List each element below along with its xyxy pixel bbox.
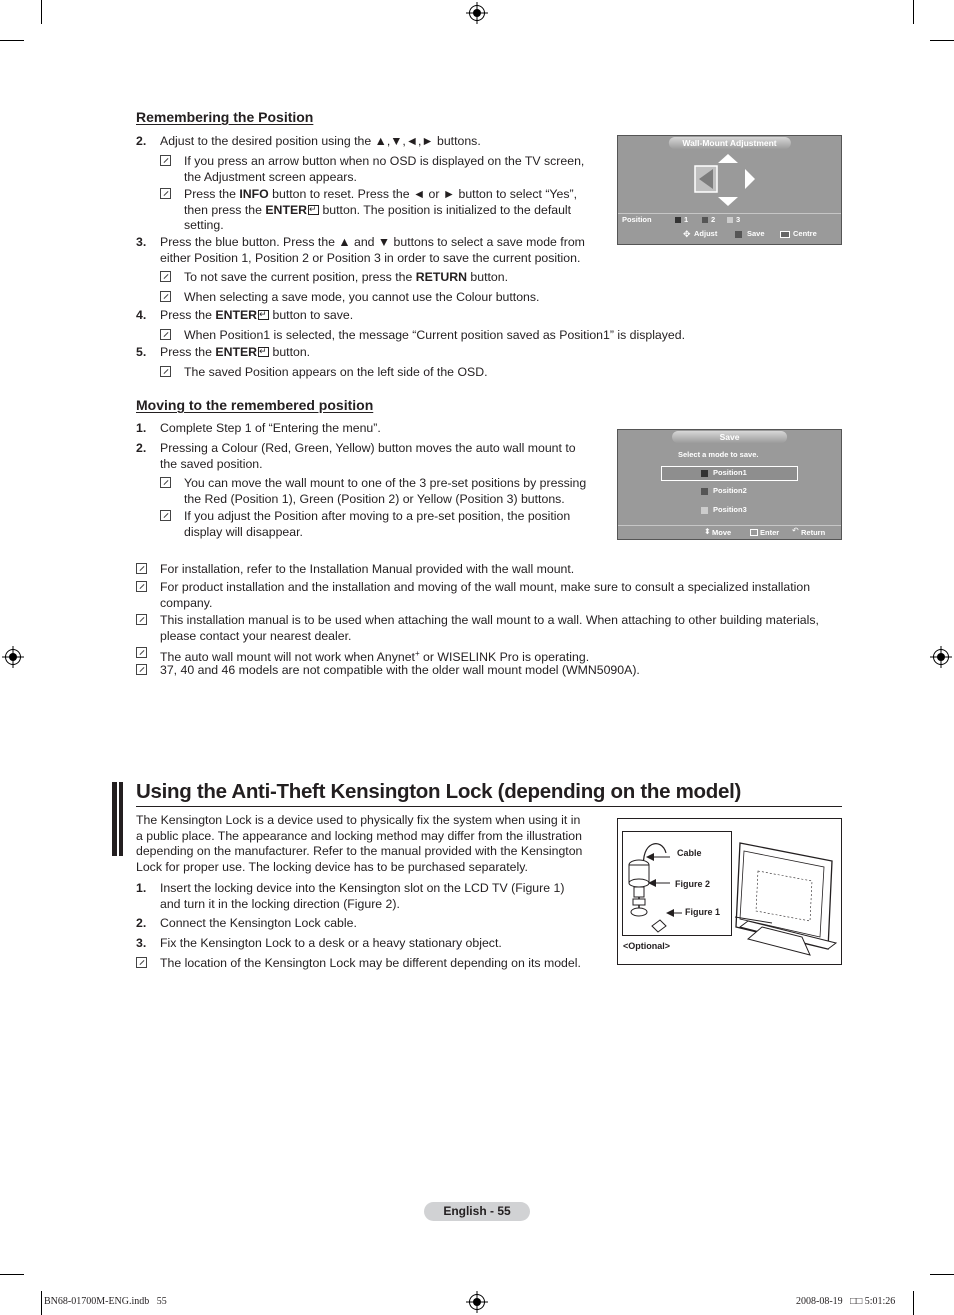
label-figure-1: Figure 1	[685, 907, 721, 917]
note: If you adjust the Position after moving to a pre-set position, the position display will disappear.	[160, 509, 588, 541]
note-icon	[160, 366, 171, 377]
return-icon: ↶	[792, 526, 799, 535]
label-cable: Cable	[677, 848, 702, 858]
section-heading: Remembering the Position	[136, 109, 314, 125]
note-icon	[160, 477, 171, 488]
note-icon	[136, 957, 147, 968]
note: Press the INFO button to reset. Press the ◄ or ► button to select “Yes”, then press the ENTER↵ button. The position is initialized to the default setting.	[160, 187, 590, 235]
blue-button-icon	[735, 231, 742, 238]
note: The saved Position appears on the left side of the OSD.	[160, 365, 600, 381]
position-2-marker	[702, 217, 708, 223]
note-icon	[136, 563, 147, 574]
note: To not save the current position, press the RETURN button.	[160, 270, 600, 286]
step-4: 4. Press the ENTER↵ button to save.	[136, 308, 596, 324]
note: If you press an arrow button when no OSD is displayed on the TV screen, the Adjustment screen appears.	[160, 154, 590, 186]
option-position2[interactable]: Position2	[713, 486, 747, 495]
section-bar	[112, 782, 117, 856]
divider	[136, 806, 842, 807]
step-1: 1. Insert the locking device into the Kensington slot on the LCD TV (Figure 1) and turn it in the locking direction (Figure 2).	[136, 881, 565, 911]
note: When Position1 is selected, the message “Current position saved as Position1” is displayed.	[160, 328, 720, 344]
caution-icon	[160, 291, 171, 302]
note: The location of the Kensington Lock may be different depending on its model.	[136, 956, 596, 972]
osd-wall-mount-adjustment: Wall-Mount Adjustment Position 1 2 3 ✥ Adjust Save Centre	[617, 135, 842, 245]
position-1-marker	[675, 217, 681, 223]
step-3: 3. Fix the Kensington Lock to a desk or a heavy stationary object.	[136, 936, 502, 950]
note-icon	[160, 510, 171, 521]
step-3: 3. Press the blue button. Press the ▲ and ▼ buttons to select a save mode from either Position 1, Position 2 or Position 3 in order to save the current position.	[136, 235, 585, 265]
page-number: English - 55	[424, 1202, 530, 1221]
note-icon	[160, 271, 171, 282]
osd-title: Save	[672, 431, 788, 443]
crop-mark	[913, 1291, 914, 1315]
crop-mark	[930, 1274, 954, 1275]
section-bar	[119, 782, 123, 856]
centre-button-icon	[780, 231, 790, 238]
file-name: BN68-01700M-ENG.indb 55	[44, 1296, 167, 1307]
position-3-marker	[701, 507, 708, 514]
note: You can move the wall mount to one of the 3 pre-set positions by pressing the Red (Position 1), Green (Position 2) or Yellow (Position 3) buttons.	[160, 476, 588, 508]
crop-mark	[41, 0, 42, 24]
registration-mark-icon	[5, 649, 21, 665]
note: For product installation and the installation and moving of the wall mount, make sure to consult a specialized installation company.	[136, 580, 836, 612]
note: This installation manual is to be used when attaching the wall mount to a wall. When attaching to other building materials, please contact your nearest dealer.	[136, 613, 836, 645]
note: 37, 40 and 46 models are not compatible with the older wall mount model (WMN5090A).	[136, 663, 836, 679]
note: For installation, refer to the Installation Manual provided with the wall mount.	[136, 562, 836, 578]
crop-mark	[913, 0, 914, 24]
registration-mark-icon	[469, 1294, 485, 1310]
crop-mark	[41, 1291, 42, 1315]
note-icon	[136, 581, 147, 592]
enter-icon	[258, 347, 269, 357]
label-figure-2: Figure 2	[675, 879, 711, 889]
enter-icon	[308, 205, 319, 215]
option-position3[interactable]: Position3	[713, 505, 747, 514]
page-title: Using the Anti-Theft Kensington Lock (depending on the model)	[136, 780, 742, 803]
note: The auto wall mount will not work when Anynet+ or WISELINK Pro is operating.	[136, 646, 836, 662]
kensington-figure	[617, 818, 842, 965]
note-icon	[160, 155, 171, 166]
up-down-icon: ⬍	[704, 527, 711, 536]
step-2: 2. Connect the Kensington Lock cable.	[136, 916, 357, 930]
osd-save: Save Select a mode to save. Position1 Position2 Position3 ⬍ Move Enter ↶ Return	[617, 429, 842, 540]
intro-paragraph: The Kensington Lock is a device used to physically fix the system when using it in a public place. The appearance and locking method may differ from the illustration depending on the manufacturer. Refer to the manual provided with the Kensington Lock for proper use. The locking device has to be purchased separately.	[136, 813, 583, 874]
step-2: 2. Pressing a Colour (Red, Green, Yellow) button moves the auto wall mount to the saved position.	[136, 441, 576, 471]
note-icon	[136, 664, 147, 675]
step-5: 5. Press the ENTER↵ button.	[136, 345, 596, 361]
label-optional: <Optional>	[623, 941, 671, 951]
crop-mark	[0, 40, 24, 41]
registration-mark-icon	[469, 5, 485, 21]
kensington-lock-illustration	[622, 831, 838, 956]
osd-title: Wall-Mount Adjustment	[668, 137, 790, 149]
enter-icon	[750, 529, 758, 536]
note-icon	[160, 188, 171, 199]
section-heading: Moving to the remembered position	[136, 397, 374, 413]
note-icon	[160, 329, 171, 340]
step-1: 1. Complete Step 1 of “Entering the menu”.	[136, 421, 381, 435]
note: When selecting a save mode, you cannot use the Colour buttons.	[160, 290, 600, 306]
position-3-marker	[727, 217, 733, 223]
direction-arrows-icon	[693, 152, 763, 208]
note-icon	[136, 614, 147, 625]
print-date: 2008-08-19 □□ 5:01:26	[796, 1296, 896, 1307]
position-1-marker	[701, 470, 708, 477]
crop-mark	[930, 40, 954, 41]
enter-icon	[258, 310, 269, 320]
note-icon	[136, 647, 147, 658]
position-2-marker	[701, 488, 708, 495]
registration-mark-icon	[933, 649, 949, 665]
crop-mark	[0, 1274, 24, 1275]
move-icon: ✥	[683, 229, 691, 239]
